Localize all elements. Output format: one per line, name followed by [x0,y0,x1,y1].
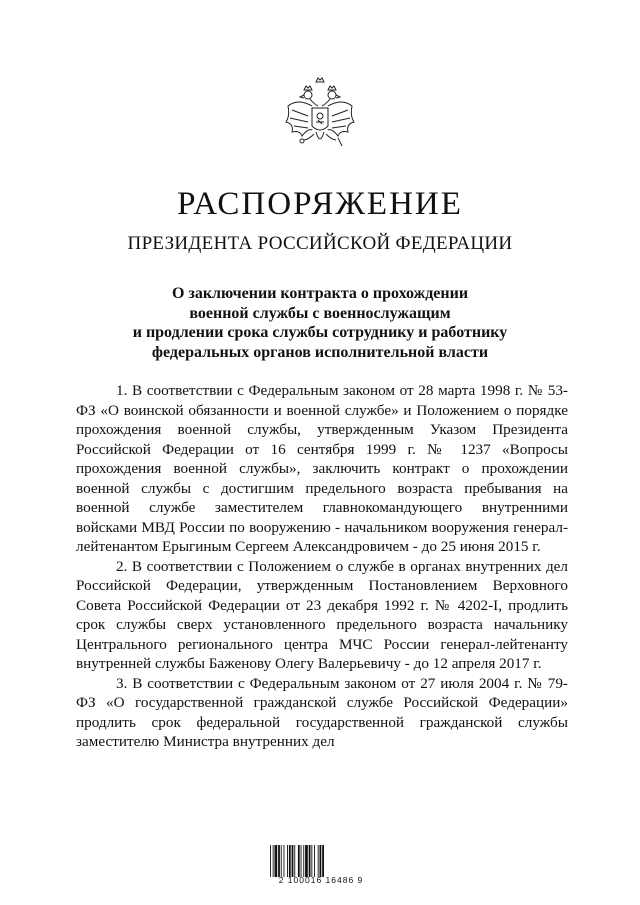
document-type-title: РАСПОРЯЖЕНИЕ [177,186,463,222]
paragraph-1: 1. В соответствии с Федеральным законом от 28 марта 1998 г. № 53-ФЗ «О воинской обязанности и военной службе» и Положением о порядке прохождения военной службы, утвержденным Указом Президента Российской Федерации от 16 сентября 1999 г. № 1237 «Вопросы прохождения военной службы», заключить контракт о прохождении военной службы с достигшим предельного возраста пребывания на военной службе заместителем главнокомандующего внутренними войсками МВД России по вооружению - начальником вооружения генерал-лейтенантом Ерыгиным Сергеем Александровичем - до 25 июня 2015 г. [76,382,568,555]
document-subject [80,284,560,362]
coat-of-arms-icon [278,76,362,162]
subject-line: О заключении контракта о прохождении [171,285,469,302]
subject-line: федеральных органов исполнительной власти [151,343,489,361]
subject-line: военной службы с военнослужащим [189,304,451,322]
paragraph-2: 2. В соответствии с Положением о службе в органах внутренних дел Российской Федерации, утвержденным Постановлением Верховного Совета Российской Федерации от 23 декабря 1992 г. № 4202-I, продлить срок службы сверх установленного предельного возраста начальнику Центрального регионального центра МЧС России генерал-лейтенанту внутренней службы Баженову Олегу Валерьевичу - до 12 апреля 2017 г. [76,557,568,672]
document-body [76,381,568,752]
barcode-number: 2 100016 16486 9 [278,875,364,885]
issuer-title: ПРЕЗИДЕНТА РОССИЙСКОЙ ФЕДЕРАЦИИ [127,233,513,254]
paragraph-3: 3. В соответствии с Федеральным законом от 27 июля 2004 г. № 79-ФЗ «О государственной гражданской службе Российской Федерации» продлить срок федеральной государственной гражданской службы заместителю Министра внутренних дел [76,674,568,750]
subject-line: и продлении срока службы сотруднику и работнику [132,324,508,341]
barcode-icon [270,845,370,877]
